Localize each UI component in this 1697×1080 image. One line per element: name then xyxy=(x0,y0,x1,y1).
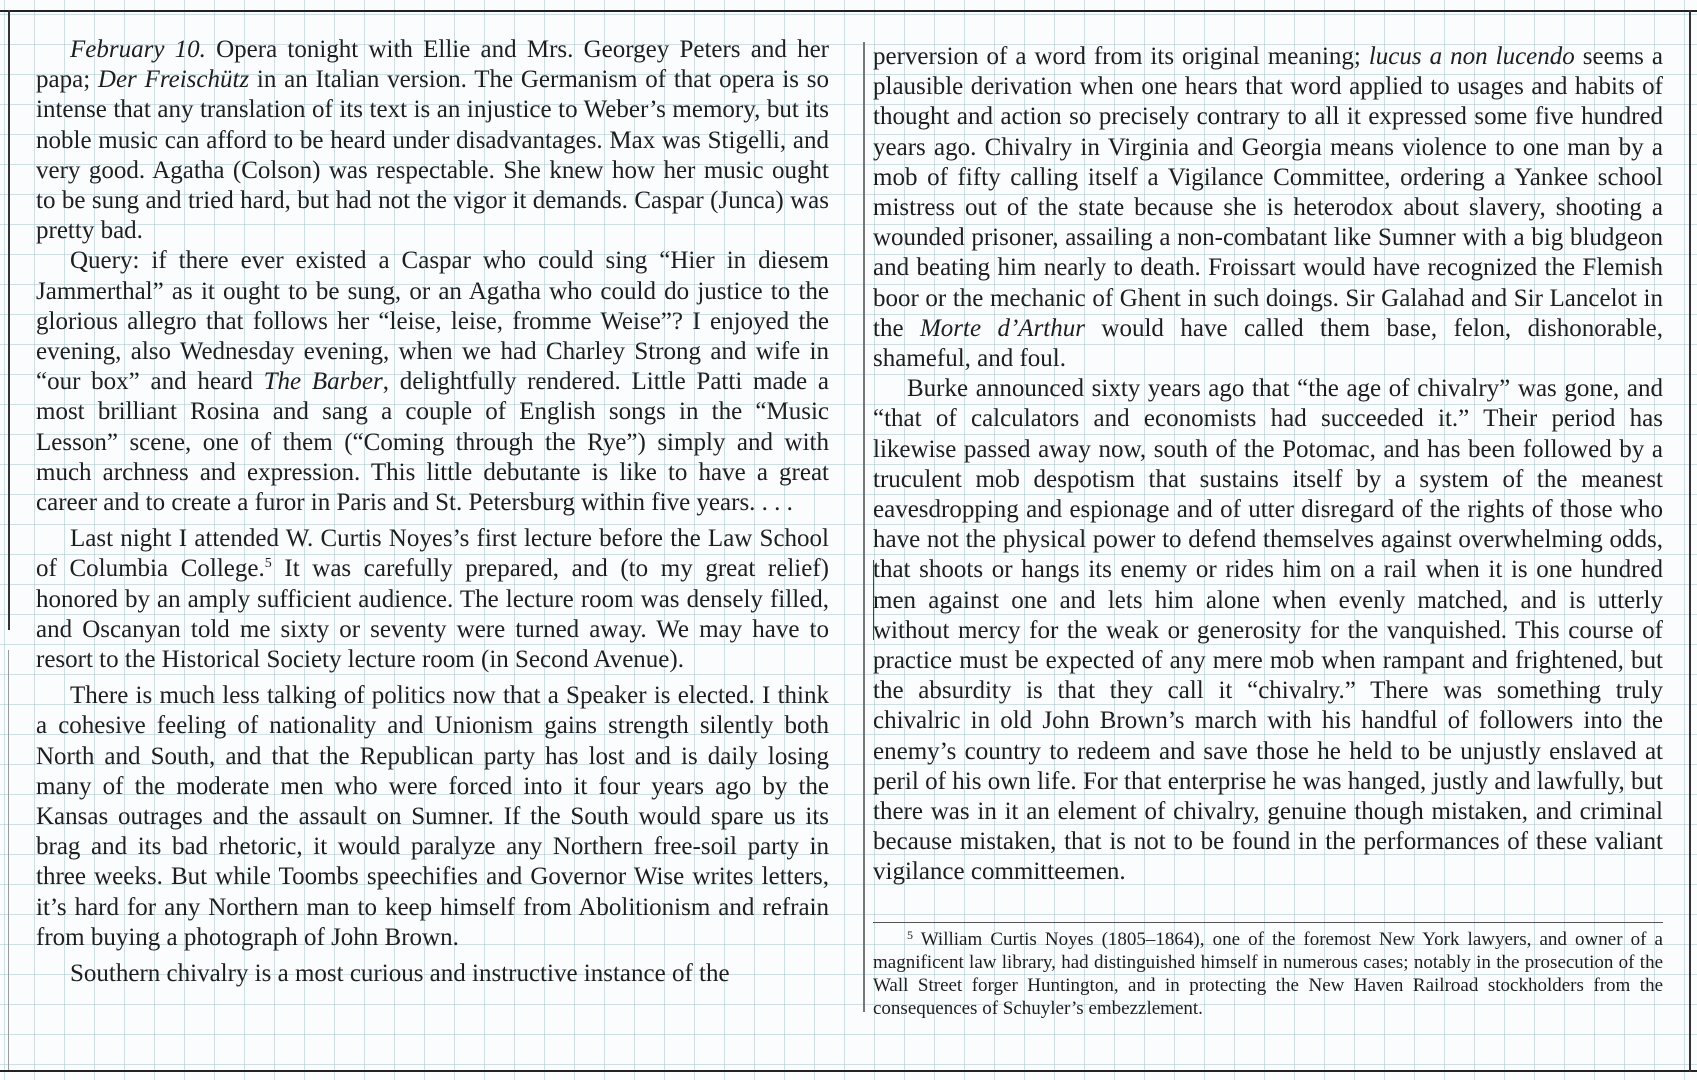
paragraph-politics: There is much less talking of politics now that a Speaker is elected. I think a cohesive feeling of nationality and Unionism gains strength silently both North and South, and that the Republican party has lost and is daily losing many of the moderate men who were forced into it four years ago by the Kansas outrages and the assault on Sumner. If the South would spare us its brag and its bad rhetoric, it would paralyze any Northern free-soil party in three weeks. But while Toombs speechifies and Governor Wise writes letters, it’s hard for any Northern man to keep himself from Abolitionism and refrain from buying a photograph of John Brown. xyxy=(36,682,829,951)
frame-left-border xyxy=(8,10,10,630)
left-text-column xyxy=(36,35,829,989)
column-divider xyxy=(863,42,865,1012)
footnote: $^5$ William Curtis Noyes (1805–1864), one of the foremost New York lawyers, and owner of a magnificent law library, had distinguished himself in numerous cases; notably in the prosecution of the Wall Street forger Huntington, and in protecting the New Haven Railroad stockholders from the consequences of Schuyler’s embezzlement. xyxy=(873,928,1663,1019)
paragraph-february-10: February 10. Opera tonight with Ellie and Mrs. Georgey Peters and her papa; Der Freischütz in an Italian version. The Germanism of that opera is so intense that any translation of its text is an injustice to Weber’s memory, but its noble music can afford to be heard under disadvantages. Max was Stigelli, and very good. Agatha (Colson) was respectable. She knew how her music ought to be sung and tried hard, but had not the vigor it demands. Caspar (Junca) was pretty bad. xyxy=(36,36,830,245)
frame-top-border xyxy=(0,10,1697,12)
opera-title: Der Freischütz xyxy=(97,66,250,94)
paragraph-southern-chivalry: Southern chivalry is a most curious and instructive instance of the xyxy=(70,960,730,988)
paragraph-lecture: Last night I attended W. Curtis Noyes’s first lecture before the Law School of Columbia College.$^5$ It was carefully prepared, and (to my great relief) honored by an amply sufficient audience. The lecture room was densely filled, and Oscanyan told me sixty or seventy were turned away. We may have to resort to the Historical Society lecture room (in Second Avenue). xyxy=(36,525,829,674)
footnote-number: 5 xyxy=(907,928,913,942)
entry-date: February 10. xyxy=(70,36,206,63)
opera-title: The Barber xyxy=(263,368,383,396)
right-text-column xyxy=(873,42,1663,888)
footnote-reference: 5 xyxy=(264,556,272,572)
frame-bottom-border xyxy=(0,1070,1697,1072)
paragraph-query: Query: if there ever existed a Caspar who could sing “Hier in diesem Jammerthal” as it ought to be sung, or an Agatha who could do justice to the glorious allegro that follows her “leise, leise, fromme Weise”? I enjoyed the evening, also Wednesday evening, when we had Charley Strong and wife in “our box” and heard The Barber, delightfully rendered. Little Patti made a most brilliant Rosina and sang a couple of English songs in the “Music Lesson” scene, one of them (“Coming through the Rye”) simply and with much archness and expression. This little debutante is like to have a great career and to create a furor in Paris and St. Petersburg within five years. . . . xyxy=(36,247,829,517)
latin-phrase: lucus a non lucendo xyxy=(1368,43,1575,70)
paragraph-burke: Burke announced sixty years ago that “the age of chivalry” was gone, and “that of calculators and economists had succeeded it.” Their period has likewise passed away now, south of the Potomac, and has been followed by a truculent mob despotism that sustains itself by a system of the meanest eavesdropping and espionage and of utter disregard of the rights of those who have not the physical power to defend themselves against overwhelming odds, that shoots or hangs its enemy or rides him on a rail when it is one hundred men against one and lets him alone when evenly matched, and is utterly without mercy for the weak or generosity for the vanquished. This course of practice must be expected of any mere mob when rampant and frightened, but the absurdity is that they call it “chivalry.” There was something truly chivalric in old John Brown’s march with his handful of followers into the enemy’s country to redeem and save those he held to be unjustly enslaved at peril of his own life. For that enterprise he was hanged, justly and lawfully, but there was in it an element of chivalry, genuine though mistaken, and criminal because mistaken, that is not to be found in the performances of these valiant vigilance committeemen. xyxy=(873,375,1663,886)
footnote-rule xyxy=(873,922,1663,923)
frame-left-border-lower xyxy=(8,650,9,1070)
frame-right-border xyxy=(1689,10,1691,1072)
paragraph-perversion: perversion of a word from its original meaning; lucus a non lucendo seems a plausible derivation when one hears that word applied to usages and habits of thought and action so precisely contrary to all it expressed some five hundred years ago. Chivalry in Virginia and Georgia means violence to one man by a mob of fifty calling itself a Vigilance Committee, ordering a Yankee school mistress out of the state because she is heterodox about slavery, shooting a wounded prisoner, assailing a non-combatant like Sumner with a big bludgeon and beating him nearly to death. Froissart would have recognized the Flemish boor or the mechanic of Ghent in such doings. Sir Galahad and Sir Lancelot in the Morte d’Arthur would have called them base, felon, dishonorable, shameful, and foul. xyxy=(873,43,1663,373)
book-title: Morte d’Arthur xyxy=(919,314,1085,342)
